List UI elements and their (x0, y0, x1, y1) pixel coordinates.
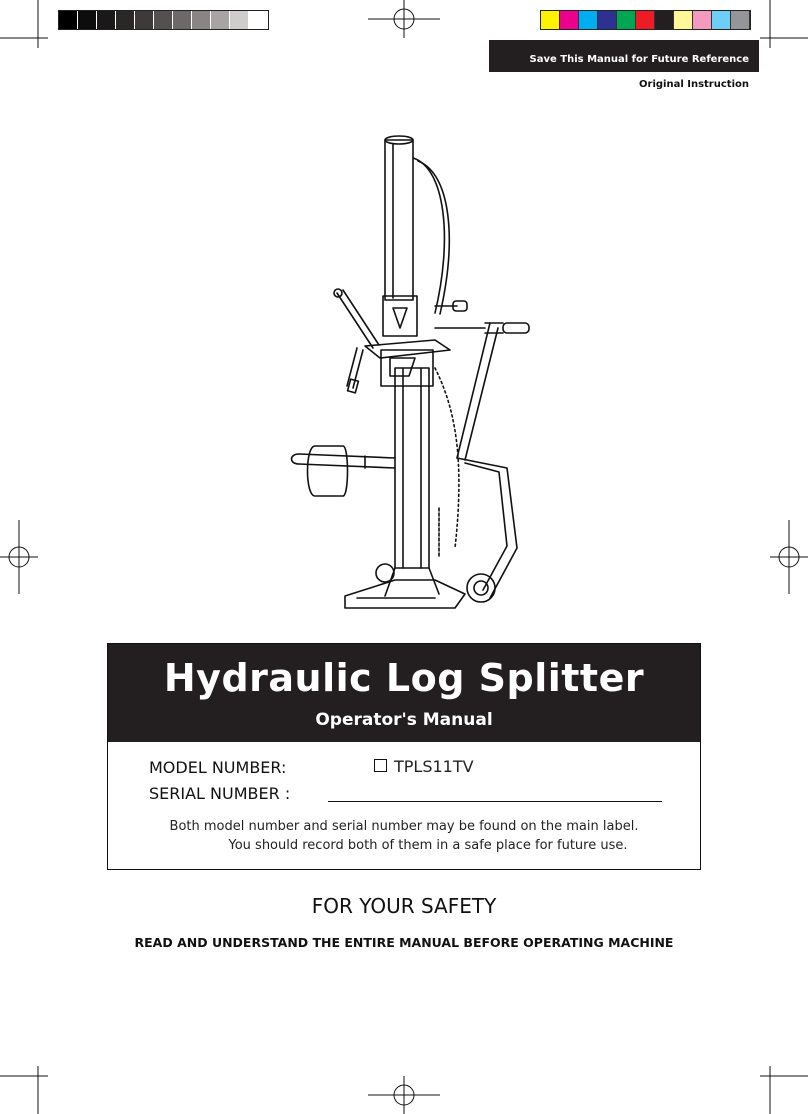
grayscale-calibration-bar (58, 10, 269, 30)
calibration-swatch (59, 11, 78, 29)
calibration-swatch (617, 11, 636, 29)
calibration-swatch (249, 11, 268, 29)
calibration-swatch (97, 11, 116, 29)
original-instruction-label: Original Instruction (639, 79, 749, 90)
safety-heading: FOR YOUR SAFETY (311, 894, 497, 918)
calibration-swatch (211, 11, 230, 29)
record-note-line1: Both model number and serial number may be found on the main label. (169, 819, 639, 834)
model-number-value: TPLS11TV (394, 757, 474, 776)
calibration-swatch (712, 11, 731, 29)
calibration-swatch (560, 11, 579, 29)
log-splitter-illustration (285, 128, 550, 616)
calibration-swatch (693, 11, 712, 29)
calibration-swatch (674, 11, 693, 29)
title-box (107, 643, 701, 870)
calibration-swatch (230, 11, 249, 29)
calibration-swatch (598, 11, 617, 29)
calibration-swatch (731, 11, 750, 29)
calibration-swatch (116, 11, 135, 29)
calibration-swatch (541, 11, 560, 29)
serial-number-field[interactable] (328, 801, 662, 802)
manual-subtitle: Operator's Manual (315, 710, 493, 730)
serial-number-label: SERIAL NUMBER : (149, 784, 291, 803)
manual-title: Hydraulic Log Splitter (163, 656, 645, 700)
calibration-swatch (636, 11, 655, 29)
calibration-swatch (154, 11, 173, 29)
record-note (108, 817, 700, 855)
color-calibration-bar (540, 10, 751, 30)
title-band (108, 644, 700, 742)
calibration-swatch (173, 11, 192, 29)
model-number-label: MODEL NUMBER: (149, 758, 287, 777)
safety-instruction: READ AND UNDERSTAND THE ENTIRE MANUAL BEFORE OPERATING MACHINE (134, 935, 674, 950)
calibration-swatch (135, 11, 154, 29)
calibration-swatch (78, 11, 97, 29)
calibration-swatch (655, 11, 674, 29)
calibration-swatch (579, 11, 598, 29)
record-note-line2: You should record both of them in a safe place for future use. (228, 838, 628, 853)
calibration-swatch (192, 11, 211, 29)
save-manual-banner: Save This Manual for Future Reference (489, 40, 759, 72)
model-checkbox[interactable] (374, 759, 387, 772)
